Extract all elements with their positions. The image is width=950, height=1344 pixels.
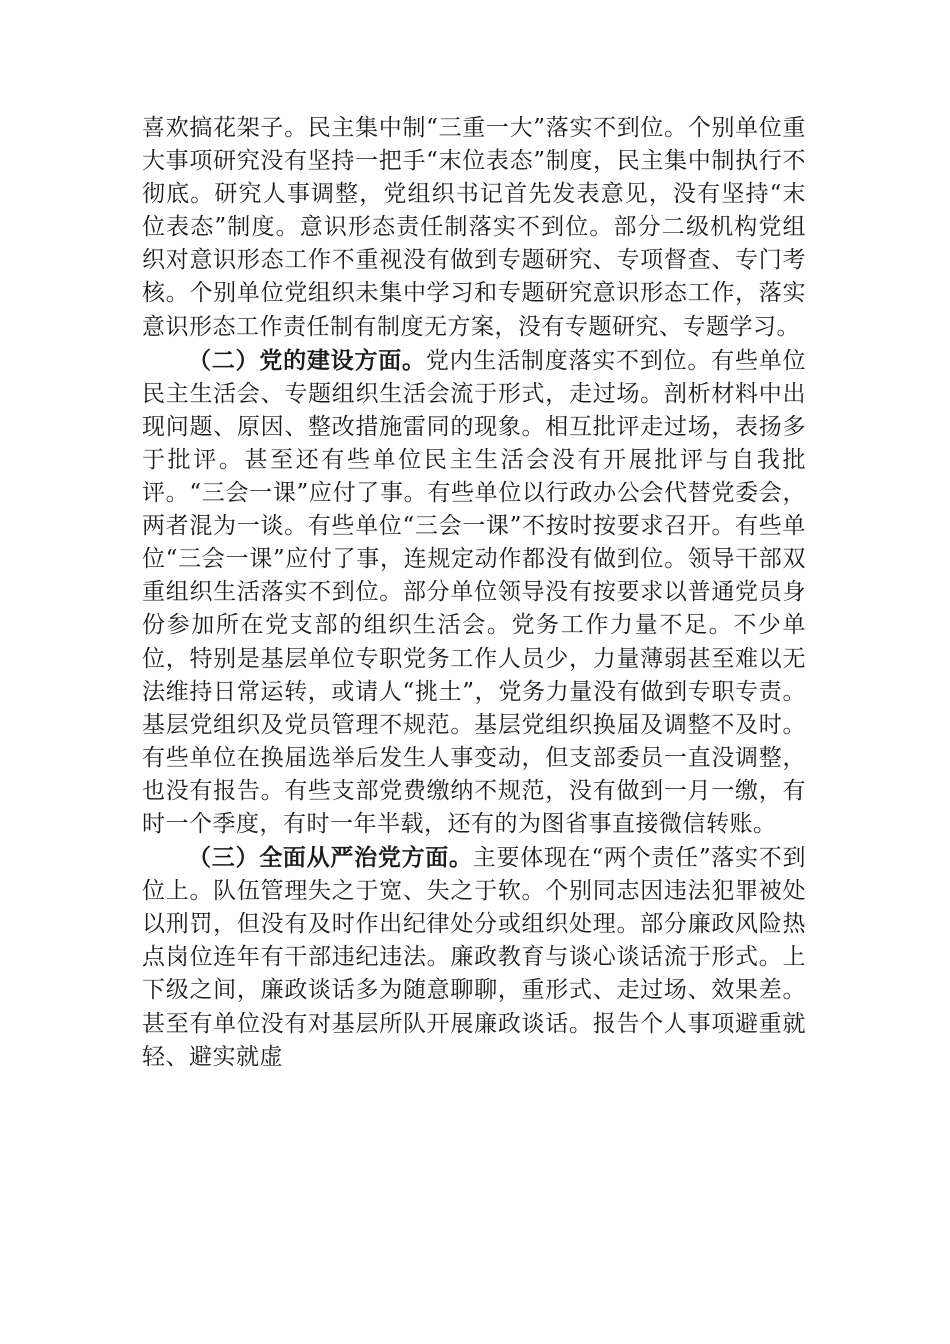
document-page xyxy=(142,112,806,1074)
paragraph-strict-governance xyxy=(142,841,806,1074)
section-body-party-building: 党内生活制度落实不到位。有些单位民主生活会、专题组织生活会流于形式，走过场。剖析材料中出现问题、原因、整改措施雷同的现象。相互批评走过场，表扬多于批评。甚至还有些单位民主生活会没有开展批评与自我批评。“三会一课”应付了事。有些单位以行政办公会代替党委会，两者混为一谈。有些单位“三会一课”不按时按要求召开。有些单位“三会一课”应付了事，连规定动作都没有做到位。领导干部双重组织生活落实不到位。部分单位领导没有按要求以普通党员身份参加所在党支部的组织生活会。党务工作力量不足。不少单位，特别是基层单位专职党务工作人员少，力量薄弱甚至难以无法维持日常运转，或请人“挑土”，党务力量没有做到专职专责。基层党组织及党员管理不规范。基层党组织换届及调整不及时。有些单位在换届选举后发生人事变动，但支部委员一直没调整，也没有报告。有些支部党费缴纳不规范，没有做到一月一缴，有时一个季度，有时一年半载，还有的为图省事直接微信转账。 xyxy=(142,347,807,837)
section-heading-strict-governance: （三）全面从严治党方面。 xyxy=(188,844,473,872)
paragraph-1: 喜欢搞花架子。民主集中制“三重一大”落实不到位。个别单位重大事项研究没有坚持一把手“末位表态”制度，民主集中制执行不彻底。研究人事调整，党组织书记首先发表意见，没有坚持“末位表态”制度。意识形态责任制落实不到位。部分二级机构党组织对意识形态工作不重视没有做到专题研究、专项督查、专门考核。个别单位党组织未集中学习和专题研究意识形态工作，落实意识形态工作责任制有制度无方案，没有专题研究、专题学习。 xyxy=(142,115,806,340)
paragraph-party-building xyxy=(142,344,806,841)
section-heading-party-building: （二）党的建设方面。 xyxy=(188,346,426,374)
section-body-strict-governance: 主要体现在“两个责任”落实不到位上。队伍管理失之于宽、失之于软。个别同志因违法犯罪被处以刑罚，但没有及时作出纪律处分或组织处理。部分廉政风险热点岗位连年有干部违纪违法。廉政教育与谈心谈话流于形式。上下级之间，廉政谈话多为随意聊聊，重形式、走过场、效果差。甚至有单位没有对基层所队开展廉政谈话。报告个人事项避重就轻、避实就虚 xyxy=(142,845,806,1070)
